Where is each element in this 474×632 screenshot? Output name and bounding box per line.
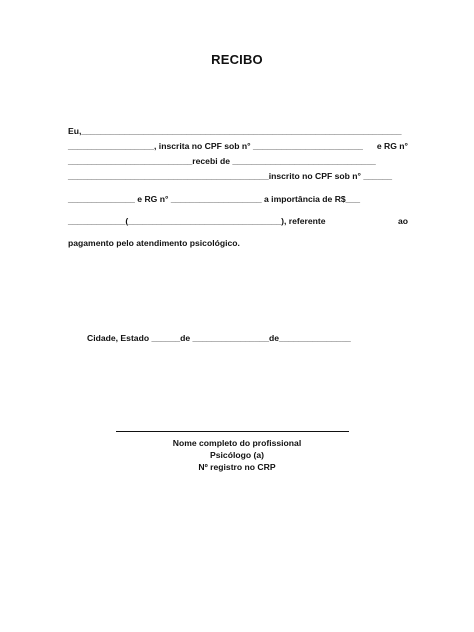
receipt-line-7 <box>68 236 408 251</box>
professional-name: Nome completo do profissional <box>172 438 302 448</box>
professional-role: Psicólogo (a) <box>210 450 264 460</box>
receipt-line-2-end: e RG n° <box>376 141 408 151</box>
receipt-line-1-text: Eu,___________________________________________________________________ <box>68 126 402 136</box>
receipt-line-2-text: __________________, inscrita no CPF sob n° _______________________ <box>68 141 363 151</box>
receipt-line-1 <box>68 124 408 139</box>
receipt-line-4-text: __________________________________________inscrito no CPF sob n° ______ <box>68 171 393 181</box>
receipt-line-3-text: __________________________recebi de ______________________________ <box>68 156 376 166</box>
receipt-line-3 <box>68 154 408 169</box>
receipt-line-6-text: ____________(________________________________), referente <box>68 216 326 226</box>
document-title: RECIBO <box>211 52 263 67</box>
receipt-line-4 <box>68 169 408 184</box>
receipt-line-5-text: ______________ e RG n° ___________________ a importância de R$___ <box>68 194 361 204</box>
receipt-line-2 <box>68 139 408 154</box>
receipt-line-7-text: pagamento pelo atendimento psicológico. <box>68 238 240 248</box>
signature-block <box>0 437 474 473</box>
receipt-line-6 <box>68 214 408 229</box>
signature-rule <box>116 431 349 432</box>
date-line: Cidade, Estado ______de ________________de_______________ <box>87 333 351 343</box>
receipt-line-6-end: ao <box>397 216 408 226</box>
crp-registration: Nº registro no CRP <box>198 462 276 472</box>
receipt-line-5 <box>68 192 408 207</box>
